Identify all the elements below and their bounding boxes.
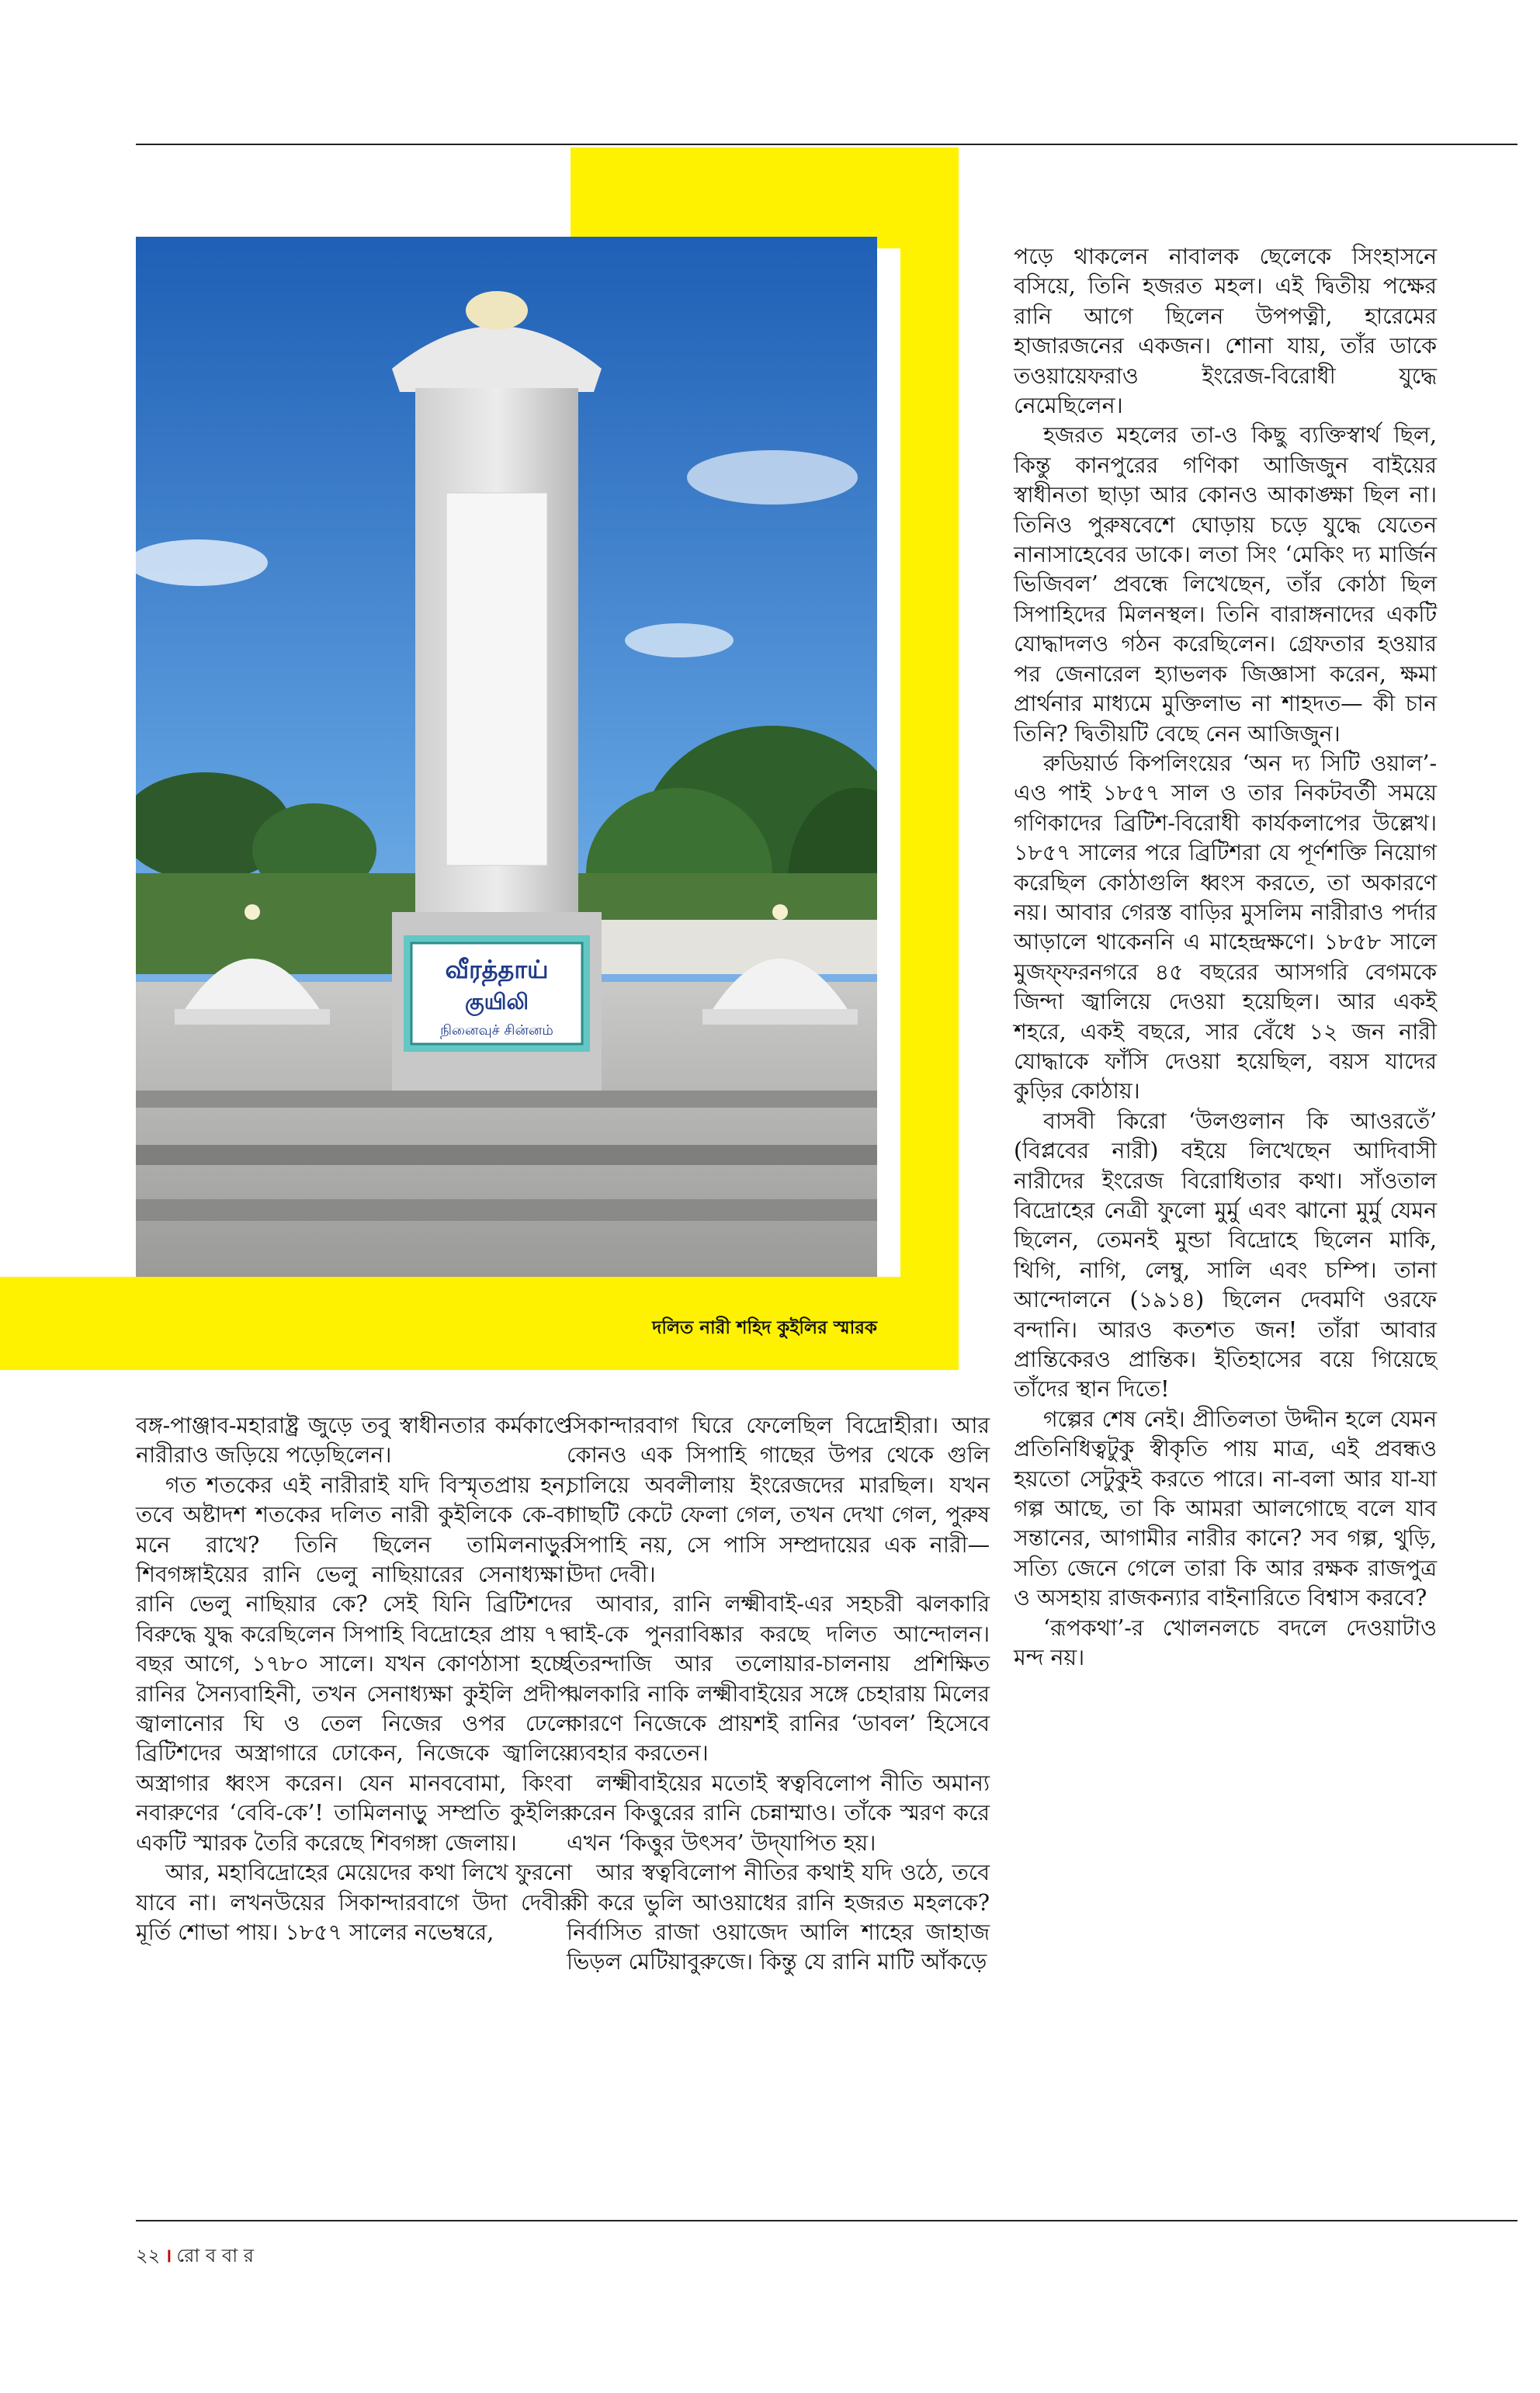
page-footer — [136, 2242, 254, 2273]
plaque-line-2: குயிலி — [465, 989, 529, 1014]
top-rule — [136, 144, 1517, 145]
plaque-line-1: வீரத்தாய் — [445, 955, 549, 984]
page-number: ২২ — [136, 2245, 161, 2266]
article-column-3 — [1014, 242, 1437, 1673]
memorial-photo — [136, 237, 877, 1277]
bottom-rule — [136, 2220, 1517, 2221]
article-column-2 — [567, 1411, 990, 1978]
paragraph: আর, মহাবিদ্রোহের মেয়েদের কথা লিখে ফুরনো যাবে না। লখনউয়ের সিকান্দারবাগে উদা দেবীর মূর্তি শোভা পায়। ১৮৫৭ সালের নভেম্বরে, — [136, 1860, 572, 1945]
publication-name: রো ব বা র — [176, 2245, 254, 2266]
paragraph: সিকান্দারবাগ ঘিরে ফেলেছিল বিদ্রোহীরা। আর কোনও এক সিপাহি গাছের উপর থেকে গুলি চালিয়ে অবলীলায় ইংরেজদের মারছিল। যখন গাছটি কেটে ফেলা গেল, তখন দেখা গেল, পুরুষ সিপাহি নয়, সে পাসি সম্প্রদায়ের এক নারী— উদা দেবী। — [567, 1413, 990, 1588]
paragraph: লক্ষ্মীবাইয়ের মতোই স্বত্ববিলোপ নীতি অমান্য করেন কিত্তুরের রানি চেন্নাম্মাও। তাঁকে স্মরণ করে এখন ‘কিত্তুর উৎসব’ উদ্‌যাপিত হয়। — [567, 1770, 990, 1856]
memorial-illustration — [136, 237, 877, 1277]
paragraph: পড়ে থাকলেন নাবালক ছেলেকে সিংহাসনে বসিয়ে, তিনি হজরত মহল। এই দ্বিতীয় পক্ষের রানি আগে ছিলেন উপপত্নী, হারেমের হাজারজনের একজন। শোনা যায়, তাঁর ডাকে তওয়ায়েফরাও ইংরেজ-বিরোধী যুদ্ধে নেমেছিলেন। — [1014, 244, 1437, 419]
paragraph: গল্পের শেষ নেই। প্রীতিলতা উদ্দীন হলে যেমন প্রতিনিধিত্বটুকু স্বীকৃতি পায় মাত্র, এই প্রবন্ধও হয়তো সেটুকুই করতে পারে। না-বলা আর যা-যা গল্প আছে, তা কি আমরা আলগোছে বলে যাব সন্তানের, আগামীর নারীর কানে? সব গল্প, থুড়ি, সত্যি জেনে গেলে তারা কি আর রক্ষক রাজপুত্র ও অসহায় রাজকন্যার বাইনারিতে বিশ্বাস করবে? — [1014, 1406, 1437, 1611]
paragraph: রুডিয়ার্ড কিপলিংয়ের ‘অন দ্য সিটি ওয়াল’-এও পাই ১৮৫৭ সাল ও তার নিকটবর্তী সময়ে গণিকাদের ব্রিটিশ-বিরোধী কার্যকলাপের উল্লেখ। ১৮৫৭ সালের পরে ব্রিটিশরা যে পূর্ণশক্তি নিয়োগ করেছিল কোঠাগুলি ধ্বংস করতে, তা অকারণে নয়। আবার গেরস্ত বাড়ির মুসলিম নারীরাও পর্দার আড়ালে থাকেননি এ মাহেন্দ্রক্ষণে। ১৮৫৮ সালে মুজফ্‌ফরনগরে ৪৫ বছরের আসগরি বেগমকে জিন্দা জ্বালিয়ে দেওয়া হয়েছিল। আর একই শহরে, একই বছরে, সার বেঁধে ১২ জন নারী যোদ্ধাকে ফাঁসি দেওয়া হয়েছিল, বয়স যাদের কুড়ির কোঠায়। — [1014, 750, 1437, 1105]
footer-separator: । — [165, 2244, 172, 2266]
yellow-accent-right — [900, 147, 959, 1370]
article-column-1 — [136, 1411, 572, 1947]
paragraph: গত শতকের এই নারীরাই যদি বিস্মৃতপ্রায় হন, তবে অষ্টাদশ শতকের দলিত নারী কুইলিকে কে-বা মনে রাখে? তিনি ছিলেন তামিলনাড়ুর শিবগঙ্গাইয়ের রানি ভেলু নাছিয়ারের সেনাধ্যক্ষা। রানি ভেলু নাছিয়ার কে? সেই যিনি ব্রিটিশদের বিরুদ্ধে যুদ্ধ করেছিলেন সিপাহি বিদ্রোহের প্রায় ৭৭ বছর আগে, ১৭৮০ সালে। যখন কোণঠাসা হচ্ছে রানির সৈন্যবাহিনী, তখন সেনাধ্যক্ষা কুইলি প্রদীপ জ্বালানোর ঘি ও তেল নিজের ওপর ঢেলে ব্রিটিশদের অস্ত্রাগারে ঢোকেন, নিজেকে জ্বালিয়ে অস্ত্রাগার ধ্বংস করেন। যেন মানববোমা, কিংবা নবারুণের ‘বেবি-কে’! তামিলনাড়ু সম্প্রতি কুইলির একটি স্মারক তৈরি করেছে শিবগঙ্গা জেলায়। — [136, 1472, 572, 1856]
paragraph: ‘রূপকথা’-র খোলনলচে বদলে দেওয়াটাও মন্দ নয়। — [1014, 1614, 1437, 1671]
paragraph: বাসবী কিরো ‘উলগুলান কি আওরতেঁ’ (বিপ্লবের নারী) বইয়ে লিখেছেন আদিবাসী নারীদের ইংরেজ বিরোধিতার কথা। সাঁওতাল বিদ্রোহের নেত্রী ফুলো মুর্মু এবং ঝানো মুর্মু যেমন ছিলেন, তেমনই মুন্ডা বিদ্রোহে ছিলেন মাকি, থিগি, নাগি, লেম্বু, সালি এবং চম্পি। তানা আন্দোলনে (১৯১৪) ছিলেন দেবমণি ওরফে বন্দানি। আরও কতশত জন! তাঁরা আবার প্রান্তিকেরও প্রান্তিক। ইতিহাসের বয়ে গিয়েছে তাঁদের স্থান দিতে! — [1014, 1108, 1437, 1403]
paragraph: আর স্বত্ববিলোপ নীতির কথাই যদি ওঠে, তবে কী করে ভুলি আওয়াধের রানি হজরত মহলকে? নির্বাসিত রাজা ওয়াজেদ আলি শাহের জাহাজ ভিড়ল মেটিয়াবুরুজে। কিন্তু যে রানি মাটি আঁকড়ে — [567, 1860, 990, 1975]
paragraph: বঙ্গ-পাঞ্জাব-মহারাষ্ট্র জুড়ে তবু স্বাধীনতার কর্মকাণ্ডে নারীরাও জড়িয়ে পড়েছিলেন। — [136, 1413, 572, 1469]
plaque-line-3: நினைவுச் சின்னம் — [440, 1022, 553, 1039]
paragraph: আবার, রানি লক্ষ্মীবাই-এর সহচরী ঝলকারি বাই-কে পুনরাবিষ্কার করছে দলিত আন্দোলন। তিরন্দাজি আর তলোয়ার-চালনায় প্রশিক্ষিত ঝলকারি নাকি লক্ষ্মীবাইয়ের সঙ্গে চেহারায় মিলের কারণে নিজেকে প্রায়শই রানির ‘ডাবল’ হিসেবে ব্যবহার করতেন। — [567, 1591, 990, 1767]
photo-caption: দলিত নারী শহিদ কুইলির স্মারক — [652, 1317, 877, 1338]
paragraph: হজরত মহলের তা-ও কিছু ব্যক্তিস্বার্থ ছিল, কিন্তু কানপুরের গণিকা আজিজুন বাইয়ের স্বাধীনতা ছাড়া আর কোনও আকাঙ্ক্ষা ছিল না। তিনিও পুরুষবেশে ঘোড়ায় চড়ে যুদ্ধে যেতেন নানাসাহেবের ডাকে। লতা সিং ‘মেকিং দ্য মার্জিন ভিজিবল’ প্রবন্ধে লিখেছেন, তাঁর কোঠা ছিল সিপাহিদের মিলনস্থল। তিনি বারাঙ্গনাদের একটি যোদ্ধাদলও গঠন করেছিলেন। গ্রেফতার হওয়ার পর জেনারেল হ্যাভলক জিজ্ঞাসা করেন, ক্ষমা প্রার্থনার মাধ্যমে মুক্তিলাভ না শাহদত— কী চান তিনি? দ্বিতীয়টি বেছে নেন আজিজুন। — [1014, 422, 1437, 747]
